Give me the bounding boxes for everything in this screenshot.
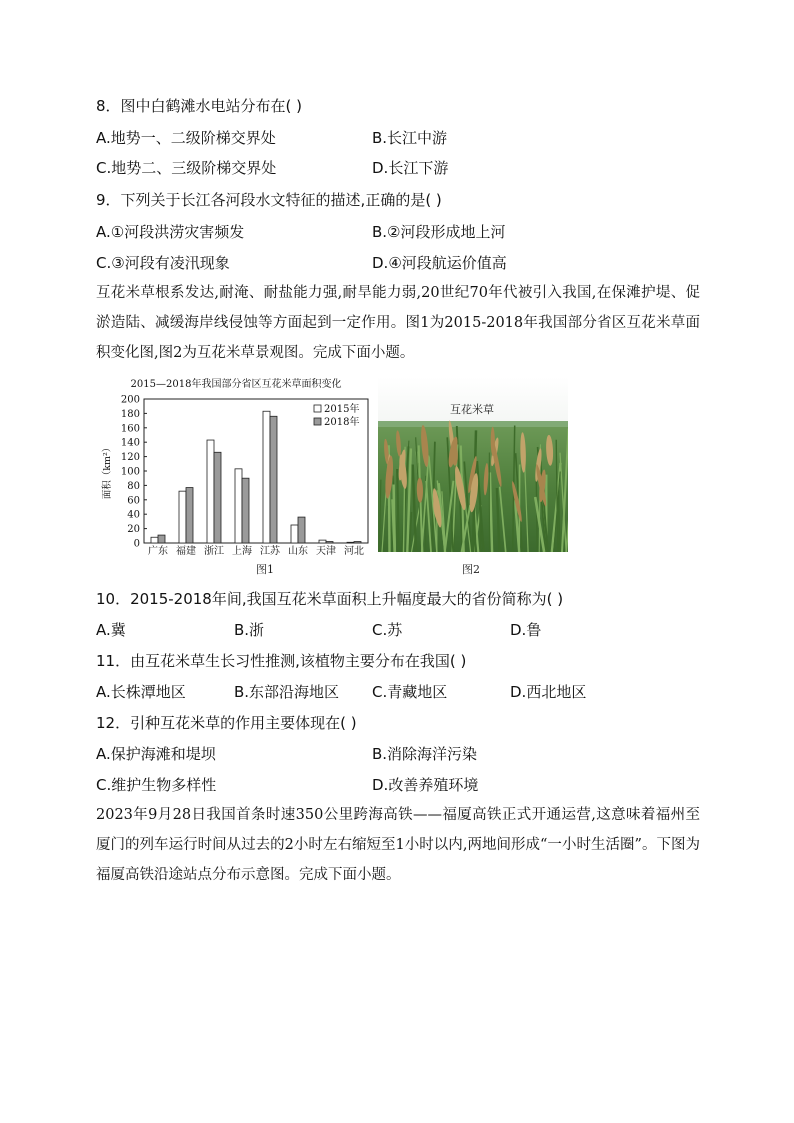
bar-2015-6 xyxy=(319,540,326,543)
y-tick-label: 0 xyxy=(133,538,140,550)
y-tick-label: 200 xyxy=(120,394,140,406)
bar-2015-2 xyxy=(207,440,214,543)
bar-2015-0 xyxy=(151,537,158,543)
x-tick-label: 河北 xyxy=(344,546,364,557)
q12-option-b: B.消除海洋污染 xyxy=(372,745,478,763)
figure-1-caption: 图1 xyxy=(256,563,274,576)
q10-option-a: A.冀 xyxy=(96,621,126,639)
bar-2018-6 xyxy=(326,542,333,543)
q9-option-c: C.③河段有凌汛现象 xyxy=(96,254,230,272)
spartina-photo xyxy=(378,377,568,552)
y-axis-label: 面积（km²） xyxy=(102,442,113,500)
question-12-stem: 12．引种互花米草的作用主要体现在( ) xyxy=(96,714,357,732)
bar-chart xyxy=(96,377,374,557)
y-tick-label: 80 xyxy=(127,480,140,492)
q10-option-d: D.鲁 xyxy=(510,621,542,639)
figure-area xyxy=(96,377,576,577)
bar-2018-0 xyxy=(158,535,165,543)
question-9-stem: 9．下列关于长江各河段水文特征的描述,正确的是( ) xyxy=(96,191,442,209)
passage-spartina: 互花米草根系发达,耐淹、耐盐能力强,耐旱能力弱,20世纪70年代被引入我国,在保滩护堤、促淤造陆、减缓海岸线侵蚀等方面起到一定作用。图1为2015-2018年我国部分省区互花米草面积变化图,图2为互花米草景观图。完成下面小题。 xyxy=(96,285,700,361)
x-tick-label: 浙江 xyxy=(204,546,224,557)
bar-2015-5 xyxy=(291,525,298,543)
bar-2018-4 xyxy=(270,416,277,543)
legend-label-1: 2018年 xyxy=(324,417,360,428)
q12-option-d: D.改善养殖环境 xyxy=(372,776,479,794)
chart-title: 2015—2018年我国部分省区互花米草面积变化 xyxy=(130,379,342,390)
x-tick-label: 天津 xyxy=(316,546,336,557)
x-tick-label: 山东 xyxy=(288,546,308,557)
question-8-stem: 8．图中白鹤滩水电站分布在( ) xyxy=(96,97,303,115)
q10-option-c: C.苏 xyxy=(372,621,403,639)
bar-2018-1 xyxy=(186,488,193,543)
legend-label-0: 2015年 xyxy=(324,404,360,415)
q9-option-d: D.④河段航运价值高 xyxy=(372,254,507,272)
figure-2-caption: 图2 xyxy=(462,563,480,576)
bar-2018-2 xyxy=(214,452,221,543)
bar-2018-3 xyxy=(242,478,249,543)
x-tick-label: 广东 xyxy=(148,546,168,557)
x-tick-label: 福建 xyxy=(176,546,196,557)
q12-option-c: C.维护生物多样性 xyxy=(96,776,217,794)
bar-2015-7 xyxy=(347,542,354,543)
y-tick-label: 20 xyxy=(127,524,140,536)
bar-2018-7 xyxy=(354,542,361,543)
q8-option-c: C.地势二、三级阶梯交界处 xyxy=(96,159,277,177)
passage-high-speed-rail: 2023年9月28日我国首条时速350公里跨海高铁——福厦高铁正式开通运营,这意味着福州至厦门的列车运行时间从过去的2小时左右缩短至1小时以内,两地间形成“一小时生活圈”。下图为福厦高铁沿途站点分布示意图。完成下面小题。 xyxy=(96,807,700,883)
y-tick-label: 120 xyxy=(120,452,140,464)
q8-option-a: A.地势一、二级阶梯交界处 xyxy=(96,129,276,147)
q11-option-d: D.西北地区 xyxy=(510,683,587,701)
y-tick-label: 60 xyxy=(127,495,140,507)
legend-swatch-1 xyxy=(314,418,321,425)
bar-2018-5 xyxy=(298,517,305,543)
x-tick-label: 上海 xyxy=(232,546,252,557)
y-tick-label: 180 xyxy=(120,408,140,420)
q11-option-b: B.东部沿海地区 xyxy=(234,683,340,701)
q11-option-c: C.青藏地区 xyxy=(372,683,448,701)
question-10-stem: 10．2015-2018年间,我国互花米草面积上升幅度最大的省份简称为( ) xyxy=(96,590,564,608)
y-tick-label: 100 xyxy=(120,466,140,478)
grass-blade xyxy=(394,485,395,553)
bar-2015-4 xyxy=(263,411,270,543)
q12-option-a: A.保护海滩和堤坝 xyxy=(96,745,216,763)
q9-option-b: B.②河段形成地上河 xyxy=(372,223,506,241)
q8-option-b: B.长江中游 xyxy=(372,129,448,147)
question-11-stem: 11．由互花米草生长习性推测,该植物主要分布在我国( ) xyxy=(96,652,467,670)
q11-option-a: A.长株潭地区 xyxy=(96,683,186,701)
bar-2015-1 xyxy=(179,491,186,543)
bar-2015-3 xyxy=(235,469,242,543)
q9-option-a: A.①河段洪涝灾害频发 xyxy=(96,223,245,241)
q10-option-b: B.浙 xyxy=(234,621,265,639)
legend-swatch-0 xyxy=(314,405,321,412)
q8-option-d: D.长江下游 xyxy=(372,159,449,177)
y-tick-label: 40 xyxy=(127,509,140,521)
x-tick-label: 江苏 xyxy=(260,546,280,557)
grass-blade xyxy=(480,507,481,552)
y-tick-label: 140 xyxy=(120,437,140,449)
figure-2-title: 互花米草 xyxy=(450,403,494,416)
y-tick-label: 160 xyxy=(120,423,140,435)
